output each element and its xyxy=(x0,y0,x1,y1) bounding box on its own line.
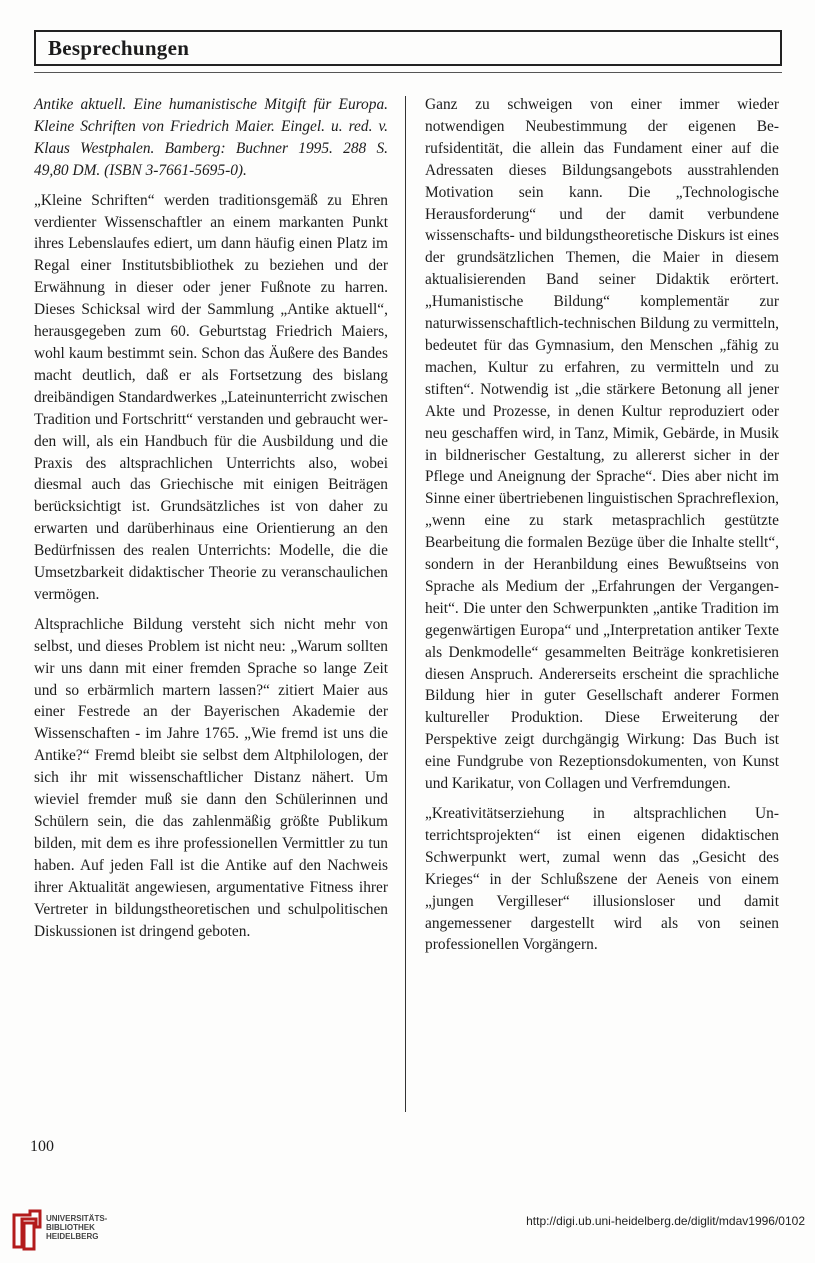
left-paragraph-1: „Kleine Schriften“ werden traditionsgemäß zu Ehren verdienter Wissenschaftler an einem markanten Punkt ihres Lebenslaufes ediert, um dann häufig einen Platz im Regal einer Institutsbibliothek zu beziehen und der Erwähnung in dieser oder jener Fußnote zu harren. Dieses Schicksal wird der Sammlung „Antike aktuell“, herausgegeben zum 60. Geburtstag Friedrich Maiers, wohl kaum bestimmt sein. Schon das Äußere des Bandes macht deutlich, daß er als Fortsetzung des bislang dreibändigen Standardwerkes „Lateinunterricht zwischen Tradition und Fortschritt“ verstanden und gebraucht werden will, als ein Handbuch für die Ausbildung und die Praxis des altsprachlichen Unterrichts also, wobei diesmal auch das Griechische mit einigen Beiträgen berücksichtigt ist. Grundsätzliches ist von daher zu erwarten und darüberhinaus eine Orientierung an den Bedürfnissen des realen Unterrichts: Modelle, die die Umsetzbarkeit didaktischer Theorie zu veranschaulichen vermögen. xyxy=(34,191,388,603)
book-citation: Antike aktuell. Eine humanistische Mitgift für Europa. Kleine Schriften von Friedrich Maier. Eingel. u. red. v. Klaus Westphalen. Bamberg: Buchner 1995. 288 S. 49,80 DM. (ISBN 3-7661-5695-0). xyxy=(34,96,388,179)
logo-line: HEIDELBERG xyxy=(46,1232,99,1241)
right-paragraph-2: „Kreativitätserziehung in altsprachlichen Unterrichtsprojekten“ ist einen eigenen didaktischen Schwerpunkt wert, zumal wenn das „Gesicht des Krieges“ in der Schlußszene der Aeneis von einem „jungen Vergilleser“ illusionsloser und damit angemessener dargestellt wird als von seinen professionellen Vorgängern. xyxy=(425,805,779,954)
column-divider xyxy=(405,96,406,1112)
logo-line: BIBLIOTHEK xyxy=(46,1223,95,1232)
header-divider xyxy=(34,72,782,73)
page-number: 100 xyxy=(30,1138,54,1155)
left-paragraph-2: Altsprachliche Bildung versteht sich nicht mehr von selbst, und dieses Problem ist nicht neu: „Warum sollten wir uns dann mit einer fremden Sprache so lange Zeit und so erbärmlich martern lassen?“ zitiert Maier aus einer Festrede an der Bayerischen Akademie der Wissenschaften - im Jahre 1765. „Wie fremd ist uns die Antike?“ Fremd bleibt sie selbst dem Altphilologen, der sich ihr mit wissenschaftlicher Distanz nähert. Um wieviel fremder muß sie dann den Schülerinnen und Schülern sein, die das zahlenmäßig größte Publikum bilden, mit dem es ihre professionellen Vermittler zu tun haben. Auf jeden Fall ist die Antike auf den Nachweis ihrer Aktualität angewiesen, argumentative Fitness ihrer Vertreter in bildungstheoretischen und schulpolitischen Diskussionen ist dringend geboten. xyxy=(34,615,388,940)
right-column xyxy=(425,94,779,964)
source-url-link[interactable]: http://digi.ub.uni-heidelberg.de/diglit/mdav1996/0102 xyxy=(526,1214,805,1228)
right-paragraph-1: Ganz zu schweigen von einer immer wieder notwendigen Neubestimmung der eigenen Berufsidentität, die allein das Fundament einer auf die Adressaten dieses Bildungsangebots ausstrahlenden Motivation sein kann. Die „Technologische Herausforderung“ und der damit verbundene wissenschafts- und bildungstheoretische Diskurs ist eines der grundsätzlichen Themen, die Maier in diesem aktualisierenden Band seiner Didaktik erörtert. „Humanistische Bildung“ komplementär zur naturwissenschaftlich-technischen Bildung zu vermitteln, bedeutet für das Gymnasium, den Menschen „fähig zu machen, Kultur zu erfahren, zu vermitteln und zu stiften“. Notwendig ist „die stärkere Betonung all jener Akte und Prozesse, in denen Kultur reproduziert oder neu geschaffen wird, in Tanz, Mimik, Gebärde, in Musik in bildnerischer Gestaltung, zu allererst sicher in der Pflege und Aneignung der Sprache“. Dies aber nicht im Sinne einer übertriebenen linguistischen Sprachreflexion, „wenn eine zu stark metasprachlich gestützte Bearbeitung die formalen Bezüge über die Inhalte stellt“, sondern in der Heranbildung eines Bewußtseins von Sprache als Medium der „Erfahrungen der Vergangenheit“. Die unter den Schwerpunkten „antike Tradition im gegenwärtigen Europa“ und „Interpretation antiker Texte als Denkmodelle“ gesammelten Beiträge konkretisieren diesen Anspruch. Andererseits erscheint die sprachliche Bildung hier in guter Gesellschaft anderer Formen kultureller Produktion. Diese Erweiterung der Perspektive zeigt durchgängig Wirkung: Das Buch ist eine Fundgrube von Rezeptionsdokumenten, von Kunst und Karikatur, von Collagen und Verfremdungen. xyxy=(425,96,779,793)
library-logo-text xyxy=(46,1214,107,1241)
section-header xyxy=(34,30,782,66)
logo-line: UNIVERSITÄTS- xyxy=(46,1214,108,1223)
section-title: Besprechungen xyxy=(48,36,190,60)
left-column xyxy=(34,94,388,950)
